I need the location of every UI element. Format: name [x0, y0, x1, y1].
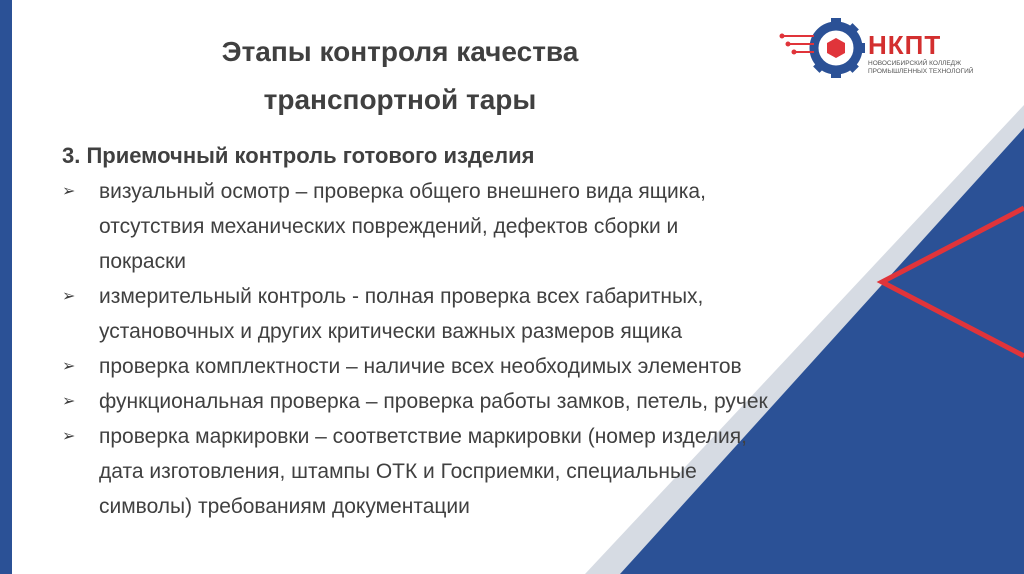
- list-item: [62, 174, 962, 279]
- arrow-bullet-icon: ➢: [62, 393, 76, 410]
- arrow-bullet-icon: ➢: [62, 288, 76, 305]
- section-heading: 3. Приемочный контроль готового изделия: [62, 143, 535, 168]
- page-title: [120, 28, 680, 124]
- circuit-lines-icon: [780, 34, 815, 55]
- list-item-line: проверка маркировки – соответствие маркировки (номер изделия,: [99, 425, 747, 448]
- list-item-line: установочных и других критически важных размеров ящика: [99, 320, 683, 343]
- list-item: [62, 384, 962, 419]
- list-item: [62, 419, 962, 524]
- logo-subtitle-line-2: ПРОМЫШЛЕННЫХ ТЕХНОЛОГИЙ: [868, 68, 974, 75]
- logo-subtitle-line-1: НОВОСИБИРСКИЙ КОЛЛЕДЖ: [868, 60, 962, 67]
- list-item-line: символы) требованиям документации: [99, 495, 470, 518]
- arrow-bullet-icon: ➢: [62, 358, 76, 375]
- bullet-list: [62, 174, 962, 524]
- main-content: [62, 138, 962, 524]
- arrow-bullet-icon: ➢: [62, 183, 76, 200]
- list-item-line: измерительный контроль - полная проверка всех габаритных,: [99, 285, 704, 308]
- gear-icon: [813, 18, 865, 78]
- logo-abbreviation: НКПТ: [868, 30, 942, 60]
- arrow-bullet-icon: ➢: [62, 428, 76, 445]
- title-line-1: Этапы контроля качества: [221, 36, 579, 67]
- list-item-line: визуальный осмотр – проверка общего внешнего вида ящика,: [99, 180, 706, 203]
- list-item-line: проверка комплектности – наличие всех необходимых элементов: [99, 355, 742, 378]
- list-item: [62, 279, 962, 349]
- list-item-line: функциональная проверка – проверка работы замков, петель, ручек: [99, 390, 768, 413]
- title-line-2: транспортной тары: [263, 84, 537, 115]
- list-item-line: отсутствия механических повреждений, дефектов сборки и: [99, 215, 679, 238]
- list-item-line: покраски: [99, 250, 187, 273]
- list-item: [62, 349, 962, 384]
- list-item-line: дата изготовления, штампы ОТК и Госприемки, специальные: [99, 460, 697, 483]
- logo-subtitle: [868, 60, 973, 76]
